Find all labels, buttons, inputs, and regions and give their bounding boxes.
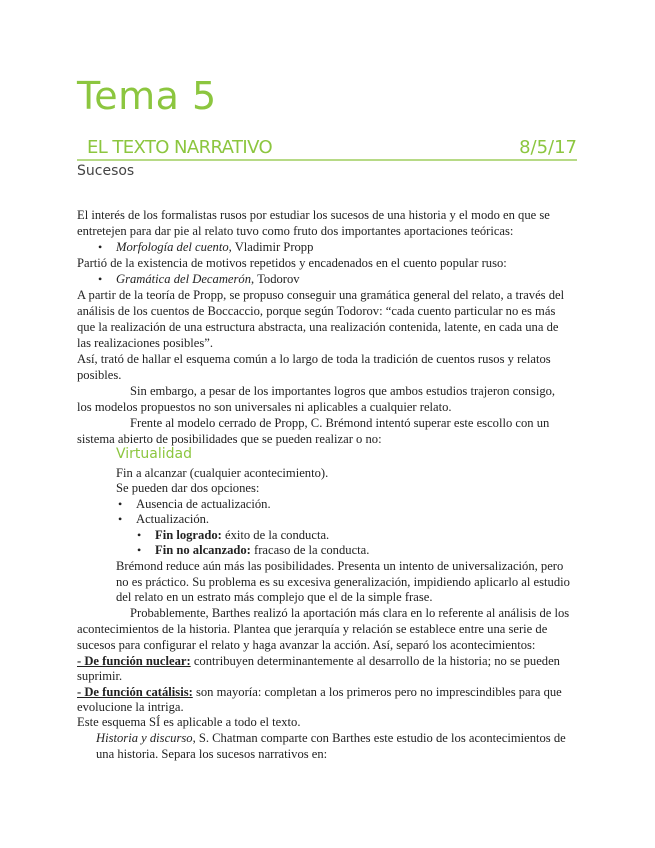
paragraph-line [77,303,555,319]
emphasis-text: - De función catálisis: [77,685,193,699]
text-run: análisis de los cuentos de Boccaccio, porque según Todorov: “cada cuento particular no es más [77,304,556,318]
bullet-icon: • [137,528,142,542]
emphasis-text: Historia y discurso [96,731,193,745]
document-title: Tema 5 [77,74,217,118]
paragraph-line [77,287,564,303]
text-run: Ausencia de actualización. [136,497,271,511]
emphasis-text: Fin logrado: [155,528,222,542]
paragraph-line [77,653,560,669]
paragraph-line [116,465,328,481]
bullet-icon: • [98,240,103,254]
paragraph-line [77,399,452,415]
text-run: éxito de la conducta. [221,528,330,542]
text-run: Probablemente, Barthes realizó la aportación más clara en lo referente al análisis de los [130,606,570,620]
paragraph-line [77,668,122,684]
paragraph-line [116,558,563,574]
text-run: , Todorov [251,272,300,286]
text-run: evolucione la intriga. [77,700,184,714]
text-run: Frente al modelo cerrado de Propp, C. Brémond intentó superar este escollo con un [130,416,550,430]
text-run: una historia. Separa los sucesos narrativos en: [96,747,328,761]
text-run: Actualización. [136,512,210,526]
list-item [116,239,313,255]
list-item [136,511,209,527]
list-item [116,271,300,287]
text-run: Sin embargo, a pesar de los importantes logros que ambos estudios trajeron consigo, [130,384,556,398]
paragraph-line [77,255,507,271]
paragraph-line [77,207,550,223]
paragraph-line [77,684,562,700]
text-run: acontecimientos de la historia. Plantea que jerarquía y relación se establece entre una serie de [77,622,548,636]
paragraph-line [77,223,513,239]
paragraph-line [96,730,566,746]
text-run: no es práctico. Su problema es su excesiva generalización, impidiendo aplicarlo al estudio [116,575,570,589]
text-run: , S. Chatman comparte con Barthes este estudio de los acontecimientos de [192,731,566,745]
text-run: son mayoría: completan a los primeros pero no imprescindibles para que [192,685,562,699]
text-run: suprimir. [77,669,123,683]
text-run: sistema abierto de posibilidades que se pueden realizar o no: [77,432,382,446]
text-run: del relato en un estrato más complejo que el de la simple frase. [116,590,433,604]
text-run: El interés de los formalistas rusos por estudiar los sucesos de una historia y el modo en que se [77,208,550,222]
text-run: entretejen para dar pie al relato tuvo como fruto dos importantes aportaciones teóricas: [77,224,514,238]
paragraph-line [116,574,570,590]
emphasis-text: Morfología del cuento [116,240,229,254]
text-run: Se pueden dar dos opciones: [116,481,260,495]
paragraph-line [77,335,213,351]
text-run: fracaso de la conducta. [250,543,370,557]
paragraph-line [130,383,555,399]
emphasis-text: - De función nuclear: [77,654,191,668]
paragraph-line [77,351,551,367]
paragraph-line [116,480,259,496]
bullet-icon: • [137,543,142,557]
paragraph-line [96,746,327,762]
text-run: Este esquema SÍ es aplicable a todo el texto. [77,715,301,729]
text-run: que la realización de una estructura abstracta, una realización contenida, latente, en cada una de [77,320,559,334]
paragraph-line [77,621,547,637]
section-heading-row [77,137,577,161]
list-item [155,542,369,558]
paragraph-line [116,589,432,605]
text-run: , Vladimir Propp [228,240,314,254]
paragraph-line [77,367,121,383]
text-run: sucesos para configurar el relato y haga avanzar la acción. Así, separó los acontecimientos: [77,638,536,652]
section-heading: EL TEXTO NARRATIVO [87,137,273,158]
paragraph-line [77,714,300,730]
list-item [136,496,271,512]
subsection-heading: Sucesos [77,163,135,179]
bullet-icon: • [98,272,103,286]
paragraph-line [77,699,184,715]
text-run: Fin a alcanzar (cualquier acontecimiento). [116,466,329,480]
bullet-icon: • [118,512,123,526]
list-item [155,527,329,543]
bullet-icon: • [118,497,123,511]
text-run: Brémond reduce aún más las posibilidades. Presenta un intento de universalización, pero [116,559,564,573]
emphasis-text: Fin no alcanzado: [155,543,251,557]
text-run: Partió de la existencia de motivos repetidos y encadenados en el cuento popular ruso: [77,256,507,270]
paragraph-line [77,431,382,447]
text-run: contribuyen determinantemente al desarrollo de la historia; no se pueden [190,654,560,668]
text-run: las realizaciones posibles”. [77,336,214,350]
text-run: posibles. [77,368,122,382]
text-run: los modelos propuestos no son universales ni aplicables a cualquier relato. [77,400,452,414]
text-run: Así, trató de hallar el esquema común a lo largo de toda la tradición de cuentos rusos y relatos [77,352,551,366]
paragraph-line [77,319,558,335]
paragraph-line [130,415,549,431]
paragraph-line [77,637,535,653]
virtualidad-heading: Virtualidad [116,446,192,462]
paragraph-line [130,605,569,621]
text-run: A partir de la teoría de Propp, se propuso conseguir una gramática general del relato, a través del [77,288,565,302]
emphasis-text: Gramática del Decamerón [116,272,252,286]
section-date: 8/5/17 [519,137,577,158]
